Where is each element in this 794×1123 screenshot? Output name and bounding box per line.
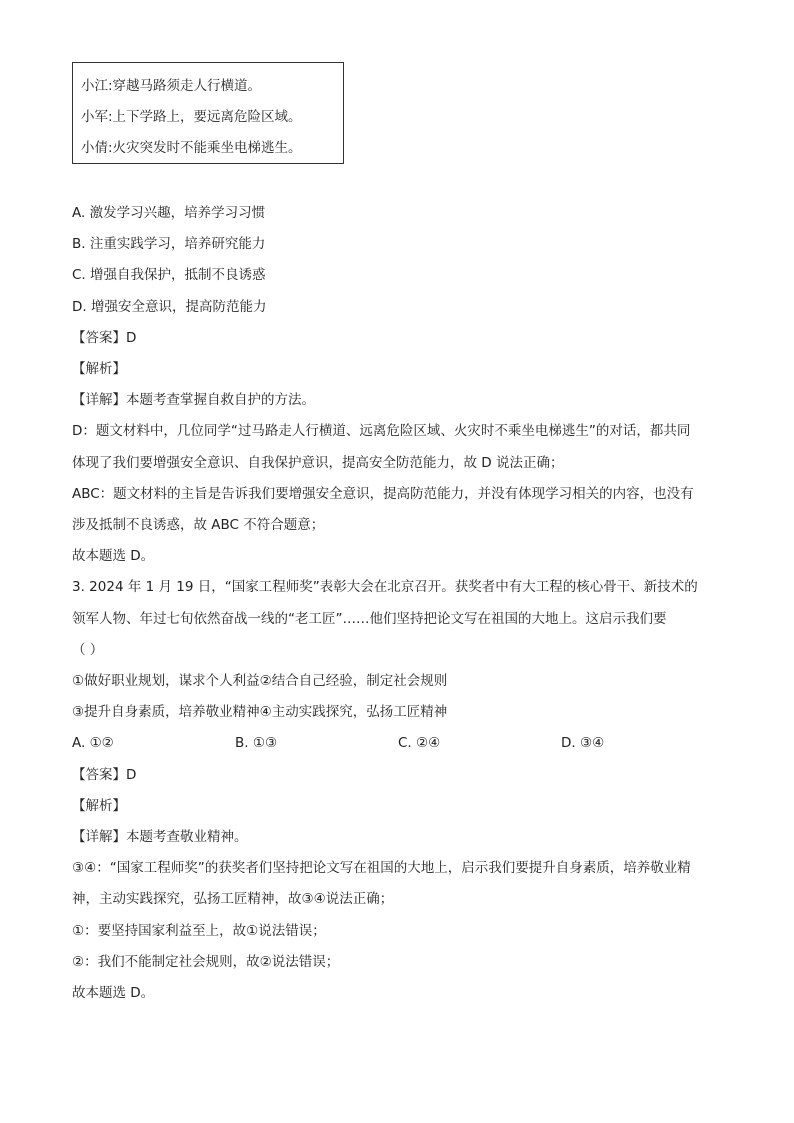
answer-label: 【答案】D — [72, 329, 137, 346]
analysis-paragraph: ABC：题文材料的主旨是告诉我们要增强安全意识，提高防范能力，并没有体现学习相关的内容，也没有 — [72, 485, 694, 502]
question-stem: 领军人物、年过七旬依然奋战一线的“老工匠”……他们坚持把论文写在祖国的大地上。这启示我们要 — [72, 610, 667, 627]
statement-line: ③提升自身素质，培养敬业精神④主动实践探究，弘扬工匠精神 — [72, 704, 448, 721]
conclusion: 故本题选 D。 — [72, 548, 155, 565]
analysis-paragraph: ②：我们不能制定社会规则，故②说法错误； — [72, 953, 340, 970]
option-c: C. 增强自我保护，抵制不良诱惑 — [72, 267, 266, 284]
choice-b: B. ①③ — [235, 735, 278, 752]
document-body — [72, 198, 732, 1009]
detail-label: 【详解】本题考查掌握自救自护的方法。 — [72, 392, 315, 409]
choice-row — [72, 728, 732, 759]
analysis-paragraph: ③④：“国家工程师奖”的获奖者们坚持把论文写在祖国的大地上，启示我们要提升自身素质，培养敬业精 — [72, 860, 691, 877]
choice-d: D. ③④ — [561, 735, 605, 752]
analysis-label: 【解析】 — [72, 361, 126, 378]
analysis-paragraph: D：题文材料中，几位同学“过马路走人行横道、远离危险区域、火灾时不乘坐电梯逃生”的对话，都共同 — [72, 423, 691, 440]
material-box — [72, 62, 344, 164]
analysis-label: 【解析】 — [72, 797, 126, 814]
material-line: 小倩:火灾突发时不能乘坐电梯逃生。 — [81, 140, 302, 156]
material-line: 小军:上下学路上，要远离危险区域。 — [81, 109, 302, 125]
analysis-paragraph: 神，主动实践探究，弘扬工匠精神，故③④说法正确； — [72, 891, 394, 908]
conclusion: 故本题选 D。 — [72, 985, 155, 1002]
analysis-paragraph: ①：要坚持国家利益至上，故①说法错误； — [72, 922, 326, 939]
detail-label: 【详解】本题考查敬业精神。 — [72, 829, 248, 846]
answer-bracket: （ ） — [72, 641, 104, 658]
option-d: D. 增强安全意识，提高防范能力 — [72, 298, 267, 315]
choice-a: A. ①② — [72, 735, 114, 752]
choice-c: C. ②④ — [398, 735, 441, 752]
statement-line: ①做好职业规划，谋求个人利益②结合自己经验，制定社会规则 — [72, 673, 448, 690]
analysis-paragraph: 体现了我们要增强安全意识、自我保护意识，提高安全防范能力，故 D 说法正确； — [72, 454, 564, 471]
option-b: B. 注重实践学习，培养研究能力 — [72, 236, 266, 253]
option-a: A. 激发学习兴趣，培养学习习惯 — [72, 205, 266, 221]
question-stem: 3. 2024 年 1 月 19 日，“国家工程师奖”表彰大会在北京召开。获奖者中有大工程的核心骨干、新技术的 — [72, 579, 698, 596]
answer-label: 【答案】D — [72, 766, 137, 783]
analysis-paragraph: 涉及抵制不良诱惑，故 ABC 不符合题意； — [72, 517, 325, 534]
material-line: 小江:穿越马路须走人行横道。 — [81, 78, 262, 94]
